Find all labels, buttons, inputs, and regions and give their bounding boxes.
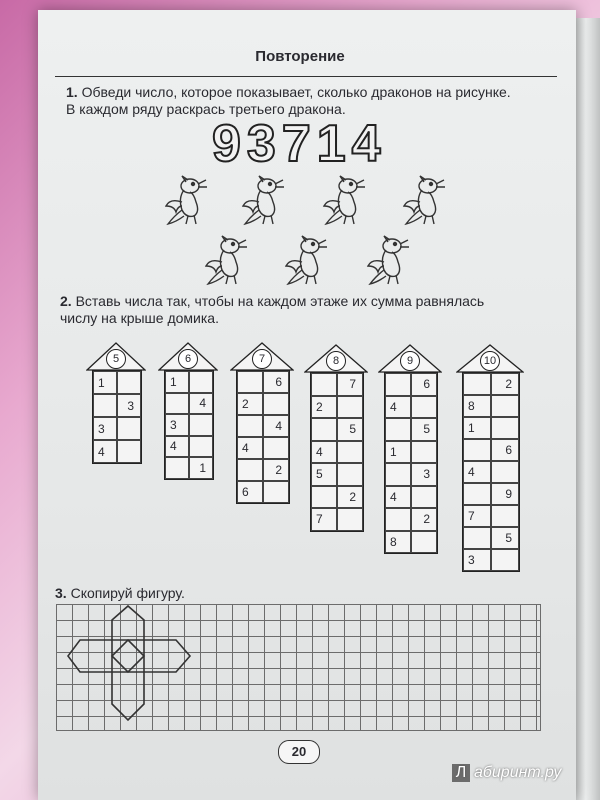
house-cell[interactable] bbox=[237, 415, 263, 437]
house-cell: 6 bbox=[237, 481, 263, 503]
house-cell: 9 bbox=[491, 483, 519, 505]
house-cell: 2 bbox=[311, 396, 337, 419]
house-cell: 2 bbox=[337, 486, 363, 509]
house-cell[interactable] bbox=[491, 461, 519, 483]
house-cell[interactable] bbox=[411, 396, 437, 419]
task2-number: 2. bbox=[60, 293, 72, 309]
task1-line2: В каждом ряду раскрась третьего дракона. bbox=[66, 101, 346, 117]
task3-instruction: Скопируй фигуру. bbox=[70, 585, 185, 601]
house-cell[interactable] bbox=[491, 395, 519, 417]
house-cell[interactable] bbox=[411, 441, 437, 464]
house-cell: 3 bbox=[117, 394, 141, 417]
house-cell[interactable] bbox=[337, 463, 363, 486]
figure-left-arm bbox=[68, 640, 112, 672]
house-cell: 2 bbox=[491, 373, 519, 395]
dragon-icon[interactable] bbox=[398, 172, 448, 228]
dragon-icon[interactable] bbox=[160, 172, 210, 228]
house-cell[interactable] bbox=[463, 373, 491, 395]
house-roof-number: 7 bbox=[252, 349, 272, 369]
house-floors bbox=[92, 370, 142, 464]
dragon-icon[interactable] bbox=[362, 232, 412, 288]
task1-line1: Обведи число, которое показывает, сколько драконов на рисунке. bbox=[81, 84, 511, 100]
house-cell[interactable] bbox=[311, 373, 337, 396]
house-floors bbox=[164, 370, 214, 480]
house-cell: 4 bbox=[237, 437, 263, 459]
house-cell: 1 bbox=[165, 371, 189, 393]
house-cell: 5 bbox=[411, 418, 437, 441]
house-cell: 3 bbox=[93, 417, 117, 440]
figure-center bbox=[112, 640, 144, 672]
house-cell: 1 bbox=[93, 371, 117, 394]
book-spine bbox=[576, 18, 600, 800]
house-cell[interactable] bbox=[117, 417, 141, 440]
house-cell[interactable] bbox=[411, 486, 437, 509]
house-cell: 2 bbox=[411, 508, 437, 531]
house-cell[interactable] bbox=[117, 440, 141, 463]
watermark bbox=[452, 764, 561, 782]
house-cell[interactable] bbox=[165, 457, 189, 479]
dragon-icon[interactable] bbox=[237, 172, 287, 228]
house-cell[interactable] bbox=[337, 508, 363, 531]
house-cell: 6 bbox=[263, 371, 289, 393]
house-cell: 7 bbox=[463, 505, 491, 527]
house-cell: 2 bbox=[237, 393, 263, 415]
house-cell[interactable] bbox=[311, 418, 337, 441]
house-roof-number: 6 bbox=[178, 349, 198, 369]
task3-text bbox=[55, 585, 185, 602]
house-floors bbox=[462, 372, 520, 572]
house-cell: 3 bbox=[411, 463, 437, 486]
house-roof-number: 5 bbox=[106, 349, 126, 369]
house-cell: 5 bbox=[491, 527, 519, 549]
figure-right-arm bbox=[144, 640, 190, 672]
house-cell: 3 bbox=[463, 549, 491, 571]
house-cell: 6 bbox=[411, 373, 437, 396]
house-cell: 4 bbox=[311, 441, 337, 464]
house-cell: 4 bbox=[189, 393, 213, 415]
house-floors bbox=[310, 372, 364, 532]
house-cell[interactable] bbox=[93, 394, 117, 417]
house-cell[interactable] bbox=[491, 417, 519, 439]
house-cell[interactable] bbox=[491, 549, 519, 571]
house-cell: 3 bbox=[165, 414, 189, 436]
house-cell[interactable] bbox=[385, 373, 411, 396]
page-title: Повторение bbox=[255, 48, 345, 65]
house-cell[interactable] bbox=[463, 483, 491, 505]
figure-bottom-arm bbox=[112, 672, 144, 720]
house-cell[interactable] bbox=[337, 396, 363, 419]
task2-line2: числу на крыше домика. bbox=[60, 310, 219, 326]
title-rule bbox=[55, 76, 557, 77]
task1-number: 1. bbox=[66, 84, 78, 100]
house-floors bbox=[236, 370, 290, 504]
house-cell[interactable] bbox=[263, 437, 289, 459]
house-cell[interactable] bbox=[263, 393, 289, 415]
house-cell[interactable] bbox=[385, 508, 411, 531]
house-cell: 4 bbox=[385, 486, 411, 509]
house-cell[interactable] bbox=[491, 505, 519, 527]
house-cell[interactable] bbox=[411, 531, 437, 554]
house-cell[interactable] bbox=[337, 441, 363, 464]
figure-top-arm bbox=[112, 606, 144, 640]
house-cell[interactable] bbox=[237, 371, 263, 393]
watermark-text: абиринт.ру bbox=[474, 764, 562, 781]
house-cell: 5 bbox=[311, 463, 337, 486]
house-cell: 1 bbox=[385, 441, 411, 464]
dragon-icon[interactable] bbox=[318, 172, 368, 228]
house-cell: 1 bbox=[189, 457, 213, 479]
house-cell: 2 bbox=[263, 459, 289, 481]
task1-text bbox=[66, 84, 566, 118]
house-cell: 7 bbox=[337, 373, 363, 396]
house-cell: 8 bbox=[463, 395, 491, 417]
house-cell: 4 bbox=[385, 396, 411, 419]
house-cell: 5 bbox=[337, 418, 363, 441]
watermark-logo: Л bbox=[452, 764, 470, 782]
house-cell[interactable] bbox=[189, 436, 213, 458]
house-cell: 6 bbox=[491, 439, 519, 461]
dragon-icon[interactable] bbox=[200, 232, 250, 288]
house-cell: 7 bbox=[311, 508, 337, 531]
house-cell: 4 bbox=[93, 440, 117, 463]
house-floors bbox=[384, 372, 438, 554]
house-cell[interactable] bbox=[189, 371, 213, 393]
house-cell: 8 bbox=[385, 531, 411, 554]
house-cell[interactable] bbox=[385, 418, 411, 441]
house-cell: 4 bbox=[165, 436, 189, 458]
house-cell: 4 bbox=[463, 461, 491, 483]
task2-text bbox=[60, 293, 560, 327]
dragon-icon[interactable] bbox=[280, 232, 330, 288]
house-cell[interactable] bbox=[385, 463, 411, 486]
house-cell[interactable] bbox=[165, 393, 189, 415]
house-cell[interactable] bbox=[237, 459, 263, 481]
house-cell[interactable] bbox=[117, 371, 141, 394]
task3-number: 3. bbox=[55, 585, 67, 601]
page-number: 20 bbox=[278, 740, 320, 764]
house-roof-number: 8 bbox=[326, 351, 346, 371]
house-cell[interactable] bbox=[463, 439, 491, 461]
house-roof-number: 9 bbox=[400, 351, 420, 371]
house-cell[interactable] bbox=[189, 414, 213, 436]
task1-digits[interactable]: 93714 bbox=[212, 115, 387, 173]
house-cell[interactable] bbox=[311, 486, 337, 509]
house-roof-number: 10 bbox=[480, 351, 500, 371]
task2-line1: Вставь числа так, чтобы на каждом этаже их сумма равнялась bbox=[75, 293, 485, 309]
house-cell: 1 bbox=[463, 417, 491, 439]
house-cell[interactable] bbox=[463, 527, 491, 549]
house-cell[interactable] bbox=[263, 481, 289, 503]
house-cell: 4 bbox=[263, 415, 289, 437]
figure-to-copy bbox=[56, 604, 196, 730]
